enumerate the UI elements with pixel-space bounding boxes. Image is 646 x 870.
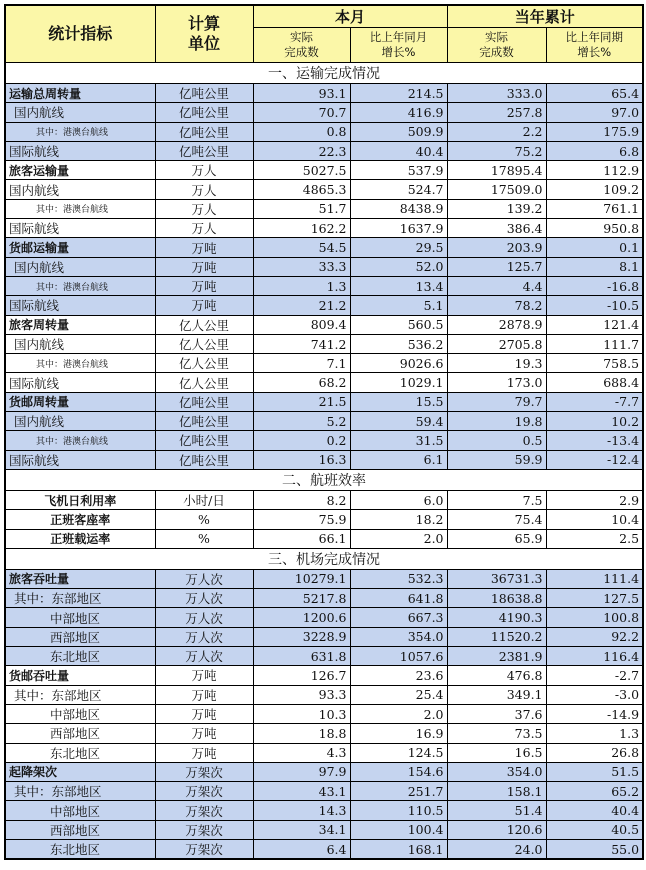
indicator-cell: 国际航线 (5, 219, 155, 238)
unit-cell: 万架次 (155, 820, 253, 839)
table-row (5, 724, 643, 743)
month-growth-cell: 6.1 (350, 450, 447, 469)
ytd-growth-cell: 65.2 (546, 782, 643, 801)
section-title: 一、运输完成情况 (5, 63, 643, 84)
header-this-month: 本月 (253, 5, 447, 28)
ytd-growth-cell: 10.4 (546, 510, 643, 529)
indicator-cell: 国际航线 (5, 373, 155, 392)
month-actual-cell: 14.3 (253, 801, 350, 820)
ytd-growth-cell: 55.0 (546, 839, 643, 859)
unit-cell: 万人 (155, 219, 253, 238)
month-growth-cell: 124.5 (350, 743, 447, 762)
unit-cell: 万架次 (155, 839, 253, 859)
table-row (5, 762, 643, 781)
indicator-cell: 旅客吞吐量 (5, 569, 155, 588)
ytd-actual-cell: 2705.8 (447, 334, 546, 353)
indicator-cell: 国内航线 (5, 257, 155, 276)
ytd-growth-cell: 175.9 (546, 122, 643, 141)
month-growth-cell: 6.0 (350, 490, 447, 509)
month-growth-cell: 18.2 (350, 510, 447, 529)
ytd-actual-cell: 11520.2 (447, 627, 546, 646)
month-growth-cell: 5.1 (350, 296, 447, 315)
ytd-growth-cell: 40.5 (546, 820, 643, 839)
ytd-growth-cell: 40.4 (546, 801, 643, 820)
ytd-growth-cell: -2.7 (546, 666, 643, 685)
unit-cell: 万架次 (155, 801, 253, 820)
month-actual-cell: 1200.6 (253, 608, 350, 627)
unit-cell: 亿人公里 (155, 334, 253, 353)
ytd-actual-cell: 125.7 (447, 257, 546, 276)
month-growth-cell: 641.8 (350, 589, 447, 608)
statistics-table (4, 4, 644, 860)
table-row (5, 743, 643, 762)
table-row (5, 627, 643, 646)
ytd-actual-cell: 120.6 (447, 820, 546, 839)
month-actual-cell: 10.3 (253, 704, 350, 723)
month-growth-cell: 100.4 (350, 820, 447, 839)
month-growth-cell: 509.9 (350, 122, 447, 141)
ytd-growth-cell: 26.8 (546, 743, 643, 762)
indicator-cell: 正班载运率 (5, 529, 155, 548)
month-actual-cell: 66.1 (253, 529, 350, 548)
month-growth-cell: 52.0 (350, 257, 447, 276)
ytd-actual-cell: 65.9 (447, 529, 546, 548)
ytd-actual-cell: 2.2 (447, 122, 546, 141)
month-actual-cell: 809.4 (253, 315, 350, 334)
ytd-actual-cell: 354.0 (447, 762, 546, 781)
indicator-cell: 旅客周转量 (5, 315, 155, 334)
ytd-actual-cell: 349.1 (447, 685, 546, 704)
unit-cell: 万人次 (155, 589, 253, 608)
header-yoy-period: 比上年同期 增长% (546, 28, 643, 63)
month-growth-cell: 13.4 (350, 276, 447, 295)
indicator-cell: 其中：港澳台航线 (5, 431, 155, 450)
ytd-actual-cell: 17895.4 (447, 161, 546, 180)
header-yoy-month: 比上年同月 增长% (350, 28, 447, 63)
unit-cell: 亿人公里 (155, 354, 253, 373)
month-growth-cell: 667.3 (350, 608, 447, 627)
indicator-cell: 其中：港澳台航线 (5, 276, 155, 295)
ytd-actual-cell: 51.4 (447, 801, 546, 820)
table-row (5, 801, 643, 820)
month-growth-cell: 154.6 (350, 762, 447, 781)
table-row (5, 412, 643, 431)
month-actual-cell: 1.3 (253, 276, 350, 295)
ytd-growth-cell: 51.5 (546, 762, 643, 781)
unit-cell: 万人 (155, 199, 253, 218)
unit-cell: 亿人公里 (155, 373, 253, 392)
indicator-cell: 货邮运输量 (5, 238, 155, 257)
table-row (5, 704, 643, 723)
month-actual-cell: 6.4 (253, 839, 350, 859)
ytd-growth-cell: 111.7 (546, 334, 643, 353)
table-row (5, 103, 643, 122)
section-row (5, 548, 643, 569)
section-title: 二、航班效率 (5, 469, 643, 490)
unit-cell: 万吨 (155, 743, 253, 762)
month-actual-cell: 16.3 (253, 450, 350, 469)
table-row (5, 180, 643, 199)
month-growth-cell: 110.5 (350, 801, 447, 820)
month-growth-cell: 560.5 (350, 315, 447, 334)
unit-cell: 亿吨公里 (155, 431, 253, 450)
month-actual-cell: 0.8 (253, 122, 350, 141)
month-growth-cell: 9026.6 (350, 354, 447, 373)
unit-cell: % (155, 510, 253, 529)
header-unit: 计算 单位 (155, 5, 253, 63)
unit-cell: % (155, 529, 253, 548)
unit-cell: 万吨 (155, 666, 253, 685)
unit-cell: 亿吨公里 (155, 141, 253, 160)
table-row (5, 820, 643, 839)
indicator-cell: 国内航线 (5, 180, 155, 199)
ytd-growth-cell: 688.4 (546, 373, 643, 392)
month-actual-cell: 3228.9 (253, 627, 350, 646)
unit-cell: 万吨 (155, 704, 253, 723)
month-actual-cell: 18.8 (253, 724, 350, 743)
table-row (5, 589, 643, 608)
table-row (5, 315, 643, 334)
ytd-growth-cell: -16.8 (546, 276, 643, 295)
month-growth-cell: 1029.1 (350, 373, 447, 392)
ytd-growth-cell: 112.9 (546, 161, 643, 180)
indicator-cell: 国内航线 (5, 334, 155, 353)
table-row (5, 431, 643, 450)
ytd-growth-cell: 121.4 (546, 315, 643, 334)
unit-cell: 亿吨公里 (155, 412, 253, 431)
month-growth-cell: 251.7 (350, 782, 447, 801)
unit-cell: 万人次 (155, 647, 253, 666)
unit-cell: 万吨 (155, 724, 253, 743)
indicator-cell: 旅客运输量 (5, 161, 155, 180)
ytd-actual-cell: 158.1 (447, 782, 546, 801)
table-row (5, 608, 643, 627)
unit-cell: 万吨 (155, 238, 253, 257)
month-actual-cell: 93.1 (253, 84, 350, 103)
ytd-growth-cell: 109.2 (546, 180, 643, 199)
indicator-cell: 国内航线 (5, 103, 155, 122)
indicator-cell: 其中：港澳台航线 (5, 354, 155, 373)
ytd-growth-cell: 6.8 (546, 141, 643, 160)
table-row (5, 782, 643, 801)
month-actual-cell: 22.3 (253, 141, 350, 160)
month-actual-cell: 21.2 (253, 296, 350, 315)
indicator-cell: 东北地区 (5, 647, 155, 666)
table-row (5, 296, 643, 315)
month-actual-cell: 0.2 (253, 431, 350, 450)
ytd-growth-cell: -7.7 (546, 392, 643, 411)
month-actual-cell: 631.8 (253, 647, 350, 666)
month-growth-cell: 59.4 (350, 412, 447, 431)
ytd-actual-cell: 173.0 (447, 373, 546, 392)
unit-cell: 万人次 (155, 608, 253, 627)
month-actual-cell: 5217.8 (253, 589, 350, 608)
indicator-cell: 中部地区 (5, 801, 155, 820)
indicator-cell: 飞机日利用率 (5, 490, 155, 509)
section-row (5, 469, 643, 490)
table-row (5, 510, 643, 529)
table-row (5, 257, 643, 276)
ytd-actual-cell: 19.8 (447, 412, 546, 431)
section-row (5, 63, 643, 84)
ytd-growth-cell: -3.0 (546, 685, 643, 704)
indicator-cell: 其中：港澳台航线 (5, 122, 155, 141)
table-row (5, 490, 643, 509)
table-row (5, 839, 643, 859)
ytd-actual-cell: 0.5 (447, 431, 546, 450)
ytd-actual-cell: 16.5 (447, 743, 546, 762)
table-row (5, 685, 643, 704)
indicator-cell: 其中：东部地区 (5, 685, 155, 704)
month-actual-cell: 97.9 (253, 762, 350, 781)
ytd-growth-cell: 2.9 (546, 490, 643, 509)
ytd-actual-cell: 75.2 (447, 141, 546, 160)
ytd-growth-cell: 1.3 (546, 724, 643, 743)
indicator-cell: 西部地区 (5, 820, 155, 839)
ytd-growth-cell: 10.2 (546, 412, 643, 431)
ytd-actual-cell: 24.0 (447, 839, 546, 859)
month-growth-cell: 537.9 (350, 161, 447, 180)
header-indicator: 统计指标 (5, 5, 155, 63)
table-row (5, 392, 643, 411)
ytd-actual-cell: 59.9 (447, 450, 546, 469)
month-growth-cell: 31.5 (350, 431, 447, 450)
month-growth-cell: 214.5 (350, 84, 447, 103)
month-actual-cell: 162.2 (253, 219, 350, 238)
unit-cell: 亿吨公里 (155, 84, 253, 103)
month-actual-cell: 5.2 (253, 412, 350, 431)
month-actual-cell: 54.5 (253, 238, 350, 257)
month-actual-cell: 5027.5 (253, 161, 350, 180)
month-growth-cell: 354.0 (350, 627, 447, 646)
indicator-cell: 其中：东部地区 (5, 782, 155, 801)
ytd-actual-cell: 386.4 (447, 219, 546, 238)
table-row (5, 161, 643, 180)
month-growth-cell: 29.5 (350, 238, 447, 257)
month-growth-cell: 1057.6 (350, 647, 447, 666)
month-growth-cell: 524.7 (350, 180, 447, 199)
indicator-cell: 国际航线 (5, 141, 155, 160)
indicator-cell: 西部地区 (5, 724, 155, 743)
table-row (5, 450, 643, 469)
stats-report (4, 4, 642, 860)
month-actual-cell: 4865.3 (253, 180, 350, 199)
indicator-cell: 西部地区 (5, 627, 155, 646)
ytd-growth-cell: 65.4 (546, 84, 643, 103)
ytd-actual-cell: 476.8 (447, 666, 546, 685)
month-actual-cell: 75.9 (253, 510, 350, 529)
unit-cell: 亿吨公里 (155, 122, 253, 141)
header-ytd: 当年累计 (447, 5, 643, 28)
table-row (5, 373, 643, 392)
month-growth-cell: 416.9 (350, 103, 447, 122)
month-actual-cell: 68.2 (253, 373, 350, 392)
month-actual-cell: 93.3 (253, 685, 350, 704)
ytd-growth-cell: 111.4 (546, 569, 643, 588)
unit-cell: 万吨 (155, 296, 253, 315)
ytd-growth-cell: 0.1 (546, 238, 643, 257)
ytd-actual-cell: 73.5 (447, 724, 546, 743)
indicator-cell: 运输总周转量 (5, 84, 155, 103)
ytd-growth-cell: -14.9 (546, 704, 643, 723)
ytd-growth-cell: 2.5 (546, 529, 643, 548)
table-row (5, 141, 643, 160)
ytd-growth-cell: 761.1 (546, 199, 643, 218)
ytd-actual-cell: 78.2 (447, 296, 546, 315)
month-growth-cell: 2.0 (350, 704, 447, 723)
unit-cell: 万人次 (155, 627, 253, 646)
table-row (5, 276, 643, 295)
table-row (5, 354, 643, 373)
indicator-cell: 国际航线 (5, 296, 155, 315)
ytd-growth-cell: 127.5 (546, 589, 643, 608)
month-actual-cell: 4.3 (253, 743, 350, 762)
month-actual-cell: 70.7 (253, 103, 350, 122)
indicator-cell: 国际航线 (5, 450, 155, 469)
ytd-actual-cell: 333.0 (447, 84, 546, 103)
unit-cell: 万人次 (155, 569, 253, 588)
table-row (5, 647, 643, 666)
header-actual-month: 实际 完成数 (253, 28, 350, 63)
unit-cell: 亿吨公里 (155, 103, 253, 122)
ytd-growth-cell: 97.0 (546, 103, 643, 122)
month-growth-cell: 1637.9 (350, 219, 447, 238)
table-row (5, 238, 643, 257)
table-row (5, 569, 643, 588)
unit-cell: 万架次 (155, 762, 253, 781)
unit-cell: 亿人公里 (155, 315, 253, 334)
unit-cell: 小时/日 (155, 490, 253, 509)
indicator-cell: 正班客座率 (5, 510, 155, 529)
ytd-growth-cell: 8.1 (546, 257, 643, 276)
month-growth-cell: 2.0 (350, 529, 447, 548)
ytd-growth-cell: -10.5 (546, 296, 643, 315)
ytd-actual-cell: 2878.9 (447, 315, 546, 334)
ytd-actual-cell: 2381.9 (447, 647, 546, 666)
month-actual-cell: 8.2 (253, 490, 350, 509)
month-growth-cell: 168.1 (350, 839, 447, 859)
unit-cell: 亿吨公里 (155, 450, 253, 469)
indicator-cell: 中部地区 (5, 704, 155, 723)
table-row (5, 199, 643, 218)
header-actual-ytd: 实际 完成数 (447, 28, 546, 63)
month-actual-cell: 21.5 (253, 392, 350, 411)
ytd-growth-cell: 100.8 (546, 608, 643, 627)
ytd-actual-cell: 36731.3 (447, 569, 546, 588)
month-growth-cell: 15.5 (350, 392, 447, 411)
ytd-actual-cell: 7.5 (447, 490, 546, 509)
indicator-cell: 东北地区 (5, 839, 155, 859)
indicator-cell: 其中：港澳台航线 (5, 199, 155, 218)
table-row (5, 122, 643, 141)
ytd-actual-cell: 75.4 (447, 510, 546, 529)
ytd-growth-cell: -12.4 (546, 450, 643, 469)
table-row (5, 219, 643, 238)
ytd-actual-cell: 79.7 (447, 392, 546, 411)
ytd-actual-cell: 4190.3 (447, 608, 546, 627)
unit-cell: 亿吨公里 (155, 392, 253, 411)
month-actual-cell: 51.7 (253, 199, 350, 218)
ytd-actual-cell: 37.6 (447, 704, 546, 723)
indicator-cell: 货邮吞吐量 (5, 666, 155, 685)
unit-cell: 万吨 (155, 685, 253, 704)
unit-cell: 万架次 (155, 782, 253, 801)
table-row (5, 666, 643, 685)
indicator-cell: 货邮周转量 (5, 392, 155, 411)
ytd-growth-cell: 950.8 (546, 219, 643, 238)
table-row (5, 334, 643, 353)
ytd-actual-cell: 4.4 (447, 276, 546, 295)
table-body (5, 63, 643, 860)
ytd-growth-cell: 758.5 (546, 354, 643, 373)
table-row (5, 529, 643, 548)
ytd-actual-cell: 18638.8 (447, 589, 546, 608)
indicator-cell: 其中：东部地区 (5, 589, 155, 608)
unit-cell: 万人 (155, 161, 253, 180)
month-growth-cell: 23.6 (350, 666, 447, 685)
indicator-cell: 中部地区 (5, 608, 155, 627)
ytd-growth-cell: -13.4 (546, 431, 643, 450)
month-growth-cell: 532.3 (350, 569, 447, 588)
indicator-cell: 国内航线 (5, 412, 155, 431)
ytd-actual-cell: 19.3 (447, 354, 546, 373)
unit-cell: 万吨 (155, 257, 253, 276)
indicator-cell: 东北地区 (5, 743, 155, 762)
month-growth-cell: 8438.9 (350, 199, 447, 218)
ytd-actual-cell: 139.2 (447, 199, 546, 218)
month-growth-cell: 40.4 (350, 141, 447, 160)
unit-cell: 万人 (155, 180, 253, 199)
month-actual-cell: 34.1 (253, 820, 350, 839)
month-actual-cell: 43.1 (253, 782, 350, 801)
month-growth-cell: 25.4 (350, 685, 447, 704)
table-row (5, 84, 643, 103)
month-actual-cell: 10279.1 (253, 569, 350, 588)
ytd-actual-cell: 17509.0 (447, 180, 546, 199)
ytd-growth-cell: 92.2 (546, 627, 643, 646)
month-actual-cell: 741.2 (253, 334, 350, 353)
month-growth-cell: 536.2 (350, 334, 447, 353)
month-growth-cell: 16.9 (350, 724, 447, 743)
ytd-growth-cell: 116.4 (546, 647, 643, 666)
section-title: 三、机场完成情况 (5, 548, 643, 569)
month-actual-cell: 33.3 (253, 257, 350, 276)
indicator-cell: 起降架次 (5, 762, 155, 781)
unit-cell: 万吨 (155, 276, 253, 295)
month-actual-cell: 7.1 (253, 354, 350, 373)
ytd-actual-cell: 257.8 (447, 103, 546, 122)
ytd-actual-cell: 203.9 (447, 238, 546, 257)
month-actual-cell: 126.7 (253, 666, 350, 685)
